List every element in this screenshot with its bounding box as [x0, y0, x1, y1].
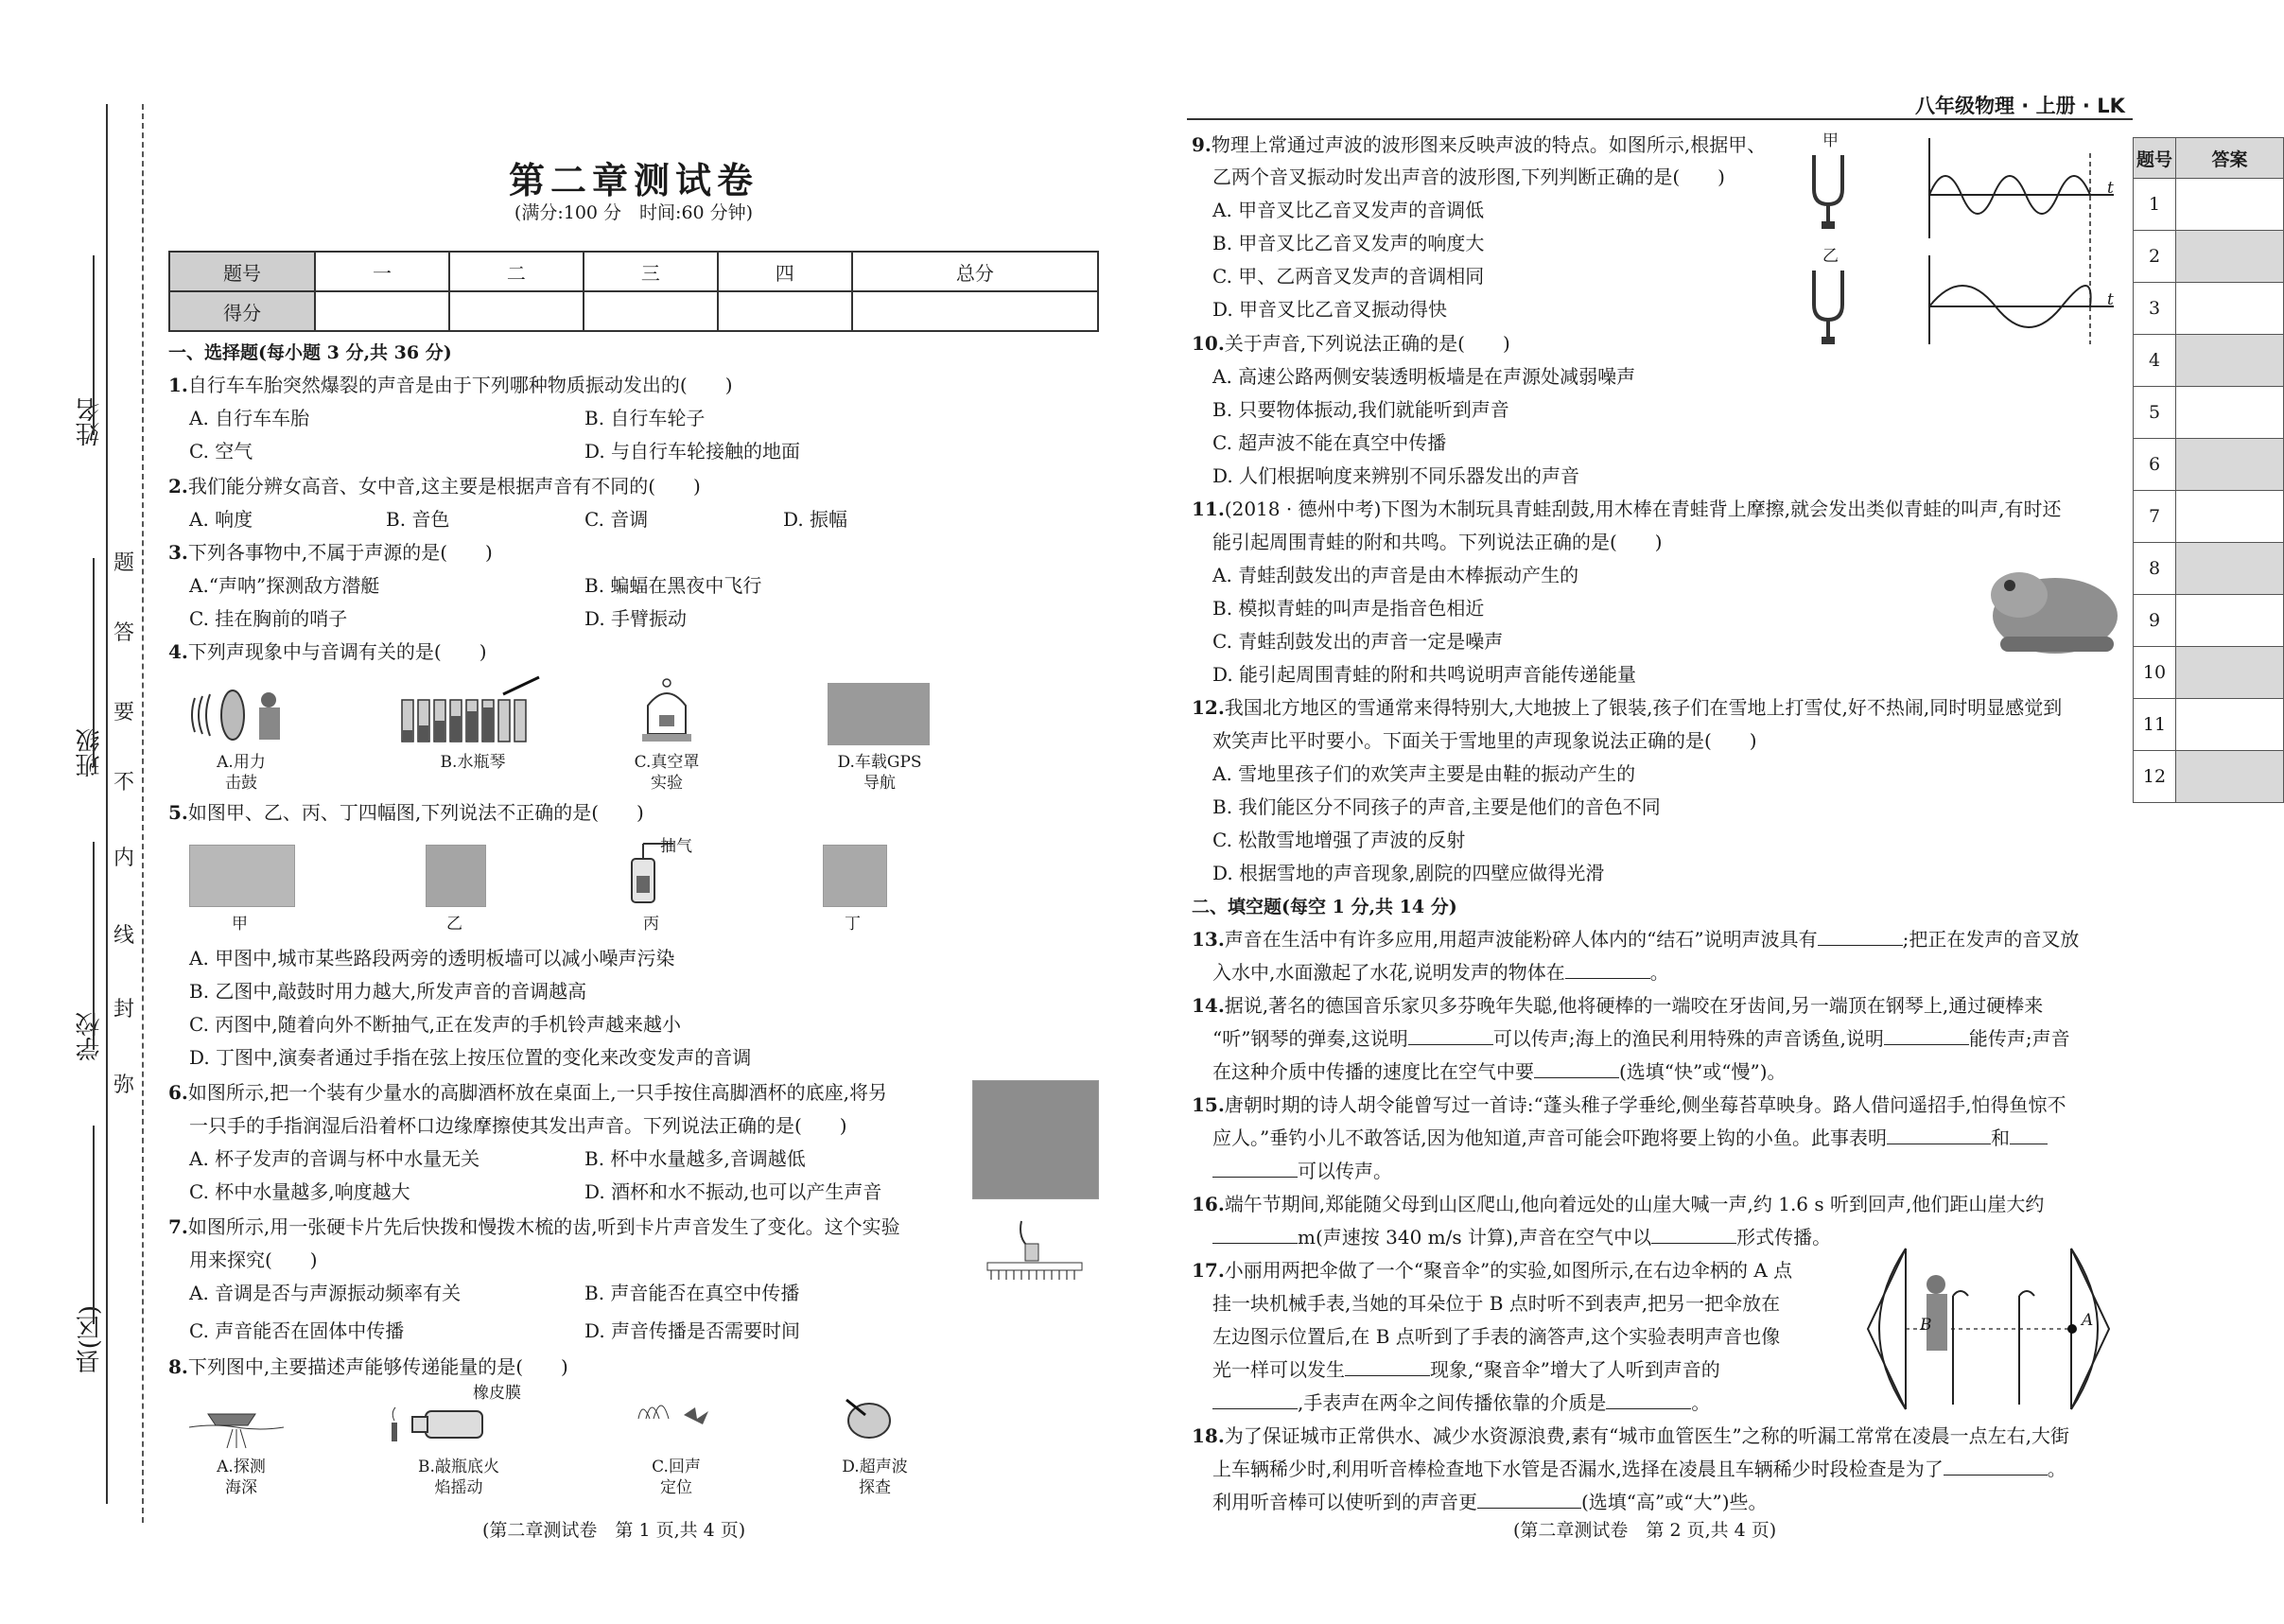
caption-line: A.探测: [217, 1458, 266, 1476]
question-9: [1192, 129, 1766, 161]
answer-blank[interactable]: [1884, 1025, 1969, 1045]
question-number: 2.: [168, 475, 188, 498]
option-b[interactable]: B. 自行车轮子: [584, 407, 706, 429]
figure-caption: 丁: [845, 915, 861, 934]
question-number: 17.: [1192, 1259, 1225, 1282]
seal-char: 答: [113, 621, 135, 645]
ultrasound-figure: [837, 1390, 903, 1447]
fork-label-jia: 甲: [1822, 131, 1839, 150]
question-number: 6.: [168, 1081, 188, 1104]
question-8: [168, 1351, 568, 1383]
score-cell[interactable]: [449, 291, 584, 331]
question-5: [168, 796, 644, 829]
answer-cell[interactable]: [2176, 387, 2284, 439]
question-text: ,手表声在两伞之间传播依靠的介质是: [1298, 1391, 1607, 1414]
answer-row-number: 5: [2134, 387, 2176, 439]
question-text-line: [1212, 1056, 1787, 1088]
figure-caption: [426, 752, 520, 773]
answer-blank[interactable]: [1534, 1058, 1619, 1078]
school-field[interactable]: [93, 842, 95, 1050]
option-b[interactable]: B. 声音能否在真空中传播: [584, 1282, 800, 1304]
question-text: 上车辆稀少时,利用听音棒检查地下水管是否漏水,选择在凌晨且车辆稀少时段检查是为了: [1212, 1458, 1944, 1480]
answer-cell[interactable]: [2176, 231, 2284, 283]
question-text: 应人。”垂钓小儿不敢答话,因为他知道,声音可能会吓跑将要上钩的小鱼。此事表明: [1212, 1126, 1887, 1149]
score-row-label: 得分: [169, 291, 315, 331]
option-b[interactable]: B. 音色: [386, 508, 450, 531]
option-d[interactable]: D. 人们根据响度来辨别不同乐器发出的声音: [1212, 464, 1580, 487]
page-footer: (第二章测试卷 第 1 页,共 4 页): [482, 1520, 746, 1541]
score-cell[interactable]: [584, 291, 718, 331]
option-a[interactable]: A. 甲图中,城市某些路段两旁的透明板墙可以减小噪声污染: [189, 947, 675, 969]
answer-blank[interactable]: [1212, 1389, 1298, 1409]
drum-figure: [187, 679, 301, 745]
figure-caption: [199, 752, 284, 794]
question-text-line: 挂一块机械手表,当她的耳朵位于 B 点时听不到表声,把另一把伞放在: [1212, 1292, 1781, 1315]
question-number: 16.: [1192, 1193, 1225, 1215]
answer-blank[interactable]: [1944, 1456, 2048, 1476]
score-table-header: 二: [449, 252, 584, 291]
answer-row-number: 2: [2134, 231, 2176, 283]
page-title: 第二章测试卷: [508, 159, 758, 201]
option-c[interactable]: C. 甲、乙两音叉发声的音调相同: [1212, 265, 1485, 288]
question-stem: 如图所示,把一个装有少量水的高脚酒杯放在桌面上,一只手按住高脚酒杯的底座,将另: [187, 1081, 887, 1104]
question-stem-line: 欢笑声比平时要小。下面关于雪地里的声现象说法正确的是( ): [1212, 729, 1757, 752]
answer-blank[interactable]: [1212, 1224, 1298, 1244]
question-stem: 我们能分辨女高音、女中音,这主要是根据声音有不同的( ): [187, 475, 701, 498]
question-text: ;把正在发声的音叉放: [1902, 928, 2080, 951]
question-4: [168, 636, 487, 668]
question-number: 8.: [168, 1355, 188, 1378]
question-text: 。: [1649, 961, 1669, 984]
answer-blank[interactable]: [1212, 1158, 1298, 1178]
question-12: [1192, 691, 2062, 724]
question-stem-line: 用来探究( ): [189, 1249, 318, 1271]
question-text: 在这种介质中传播的速度比在空气中要: [1212, 1060, 1534, 1083]
answer-cell[interactable]: [2176, 491, 2284, 543]
question-number: 7.: [168, 1215, 188, 1238]
question-text: 端午节期间,郑能随父母到山区爬山,他向着远处的山崖大喊一声,约 1.6 s 听到回声,他们距山崖大约: [1224, 1193, 2045, 1215]
option-b[interactable]: B. 乙图中,敲鼓时用力越大,所发声音的音调越高: [189, 980, 587, 1003]
option-b[interactable]: B. 杯中水量越多,音调越低: [584, 1147, 806, 1170]
car-gps-photo: [828, 683, 930, 745]
question-1: [168, 369, 733, 401]
question-text-line: [1212, 1353, 1720, 1386]
question-number: 1.: [168, 374, 188, 396]
option-d[interactable]: D. 与自行车轮接触的地面: [584, 440, 801, 463]
binding-line-outer: [106, 104, 108, 1504]
answer-cell[interactable]: [2176, 439, 2284, 491]
question-text: “听”钢琴的弹奏,这说明: [1212, 1027, 1408, 1050]
answer-cell[interactable]: [2176, 179, 2284, 231]
question-11: [1192, 493, 2061, 525]
seal-char: 不: [113, 771, 135, 795]
question-text-line: [1212, 1221, 1831, 1253]
answer-table-header: 答案: [2176, 138, 2284, 179]
question-stem: 下列各事物中,不属于声源的是( ): [187, 541, 493, 564]
option-d[interactable]: D. 丁图中,演奏者通过手指在弦上按压位置的变化来改变发声的音调: [189, 1046, 752, 1069]
page-subtitle: (满分:100 分 时间:60 分钟): [514, 202, 754, 223]
question-stem-line: 乙两个音叉振动时发出声音的波形图,下列判断正确的是( ): [1212, 166, 1725, 188]
page-1: [161, 0, 1107, 1624]
figure-caption: [828, 1457, 922, 1498]
caption-line: 实验: [651, 774, 683, 793]
question-text: m(声速按 340 m/s 计算),声音在空气中以: [1298, 1226, 1652, 1249]
option-d[interactable]: D. 手臂振动: [584, 607, 688, 630]
question-text: 和: [1990, 1126, 2010, 1149]
option-a[interactable]: A. 甲音叉比乙音叉发声的音调低: [1212, 199, 1485, 221]
tuning-fork-icon: [1805, 267, 1852, 347]
option-a[interactable]: A. 杯子发声的音调与杯中水量无关: [189, 1147, 480, 1170]
question-10: [1192, 327, 1510, 359]
highway-barrier-photo: [189, 845, 295, 907]
binding-line-dashed: [142, 104, 144, 1523]
question-text: 小丽用两把伞做了一个“聚音伞”的实验,如图所示,在右边伞柄的 A 点: [1224, 1259, 1793, 1282]
option-c[interactable]: C. 挂在胸前的哨子: [189, 607, 348, 630]
pump-label: 抽气: [660, 837, 692, 856]
figure-caption: [624, 752, 709, 794]
question-number: 3.: [168, 541, 188, 564]
option-a[interactable]: A. 自行车车胎: [189, 407, 310, 429]
option-b[interactable]: B. 只要物体振动,我们就能听到声音: [1212, 398, 1509, 421]
question-text-line: [1212, 1155, 1392, 1187]
question-text-line: [1212, 1453, 2066, 1485]
answer-cell[interactable]: [2176, 283, 2284, 335]
fork-label-yi: 乙: [1822, 247, 1839, 266]
wooden-frog-photo: [1981, 553, 2123, 662]
figure-caption: 甲: [232, 915, 248, 934]
violin-photo: [823, 845, 887, 907]
seal-char: 题: [113, 551, 135, 575]
answer-blank[interactable]: [1477, 1489, 1581, 1509]
point-a-label: A: [2082, 1311, 2094, 1330]
question-13: [1192, 923, 2079, 955]
axis-t-label: t: [2107, 179, 2114, 198]
score-table-header: 总分: [852, 252, 1098, 291]
section-heading: 一、选择题(每小题 3 分,共 36 分): [168, 342, 452, 363]
option-c[interactable]: C. 空气: [189, 440, 253, 463]
answer-blank[interactable]: [1651, 1224, 1736, 1244]
answer-cell[interactable]: [2176, 751, 2284, 803]
answer-cell[interactable]: [2176, 335, 2284, 387]
answer-cell[interactable]: [2176, 543, 2284, 595]
bat-echo-figure: [629, 1390, 714, 1447]
answer-row-number: 4: [2134, 335, 2176, 387]
question-number: 4.: [168, 640, 188, 663]
option-b[interactable]: B. 蝙蝠在黑夜中飞行: [584, 574, 762, 597]
option-b[interactable]: B. 模拟青蛙的叫声是指音色相近: [1212, 597, 1485, 620]
figure-caption: [199, 1457, 284, 1498]
question-text: 唐朝时期的诗人胡令能曾写过一首诗:“蓬头稚子学垂纶,侧坐莓苔草映身。路人借问遥招手,怕得鱼惊不: [1224, 1093, 2066, 1116]
water-bottles-figure: [397, 673, 549, 747]
figure-caption: [634, 1457, 719, 1498]
question-number: 14.: [1192, 994, 1225, 1017]
score-cell[interactable]: [852, 291, 1098, 331]
membrane-label: 橡皮膜: [473, 1384, 521, 1403]
question-number: 13.: [1192, 928, 1225, 951]
answer-row-number: 10: [2134, 647, 2176, 699]
answer-cell[interactable]: [2176, 595, 2284, 647]
option-a[interactable]: A.“声呐”探测敌方潜艇: [189, 574, 380, 597]
caption-line: B.敲瓶底火: [418, 1458, 499, 1476]
figure-caption: 乙: [446, 915, 462, 934]
caption-line: 探查: [859, 1478, 891, 1497]
question-text: 形式传播。: [1736, 1226, 1832, 1249]
caption-line: A.用力: [217, 753, 266, 772]
caption-line: 导航: [863, 774, 896, 793]
drum-photo: [426, 845, 486, 907]
caption-line: D.车载GPS: [837, 753, 922, 772]
option-a[interactable]: A. 音调是否与声源振动频率有关: [189, 1282, 462, 1304]
question-text-line: [1212, 1486, 1768, 1518]
question-text-line: [1212, 1122, 2048, 1154]
answer-row-number: 7: [2134, 491, 2176, 543]
tuning-fork-icon: [1805, 151, 1852, 232]
answer-cell[interactable]: [2176, 647, 2284, 699]
score-table-header: 四: [718, 252, 852, 291]
option-c[interactable]: C. 杯中水量越多,响度越大: [189, 1180, 410, 1203]
question-number: 5.: [168, 801, 188, 824]
caption-line: C.回声: [652, 1458, 701, 1476]
ship-sonar-figure: [189, 1395, 284, 1452]
seal-char: 弥: [113, 1074, 135, 1097]
question-number: 18.: [1192, 1424, 1225, 1447]
question-text: 光一样可以发生: [1212, 1358, 1345, 1381]
question-stem: 自行车车胎突然爆裂的声音是由于下列哪种物质振动发出的( ): [187, 374, 733, 396]
seal-char: 线: [113, 924, 135, 948]
question-number: 9.: [1192, 133, 1212, 156]
question-text: 能传声;声音: [1968, 1027, 2070, 1050]
answer-row-number: 12: [2134, 751, 2176, 803]
option-d[interactable]: D. 酒杯和水不振动,也可以产生声音: [584, 1180, 882, 1203]
comb-card-figure: [984, 1215, 1088, 1282]
answer-blank[interactable]: [1408, 1025, 1493, 1045]
score-table-header: 题号: [169, 252, 315, 291]
question-stem: 关于声音,下列说法正确的是( ): [1224, 332, 1510, 355]
question-14: [1192, 989, 2043, 1022]
score-cell[interactable]: [718, 291, 852, 331]
question-text: 现象,“聚音伞”增大了人听到声音的: [1430, 1358, 1720, 1381]
option-a[interactable]: A. 响度: [189, 508, 253, 531]
caption-line: 海深: [225, 1478, 257, 1497]
option-d[interactable]: D. 能引起周围青蛙的附和共鸣说明声音能传递能量: [1212, 663, 1637, 686]
figure-caption: [823, 752, 936, 794]
answer-blank[interactable]: [1606, 1389, 1691, 1409]
figure-caption: [397, 1457, 520, 1498]
caption-line: 击鼓: [225, 774, 257, 793]
score-table-header: 一: [315, 252, 449, 291]
question-stem: 物理上常通过声波的波形图来反映声波的特点。如图所示,根据甲、: [1211, 133, 1767, 156]
answer-row-number: 11: [2134, 699, 2176, 751]
option-a[interactable]: A. 青蛙刮鼓发出的声音是由木棒振动产生的: [1212, 564, 1579, 586]
question-text-line: 左边图示位置后,在 B 点听到了手表的滴答声,这个实验表明声音也像: [1212, 1325, 1781, 1348]
option-c[interactable]: C. 青蛙刮鼓发出的声音一定是噪声: [1212, 630, 1504, 653]
question-6: [168, 1076, 887, 1109]
option-a[interactable]: A. 雪地里孩子们的欢笑声主要是由鞋的振动产生的: [1212, 762, 1636, 785]
question-number: 12.: [1192, 696, 1225, 719]
option-d[interactable]: D. 声音传播是否需要时间: [584, 1319, 801, 1342]
question-17: [1192, 1254, 1792, 1286]
caption-line: C.真空罩: [634, 753, 700, 772]
county-label: 县(区): [76, 1305, 104, 1374]
question-18: [1192, 1420, 2069, 1452]
question-text: 可以传声。: [1298, 1160, 1392, 1182]
wine-glass-photo: [972, 1080, 1099, 1199]
answer-table: [2133, 137, 2284, 803]
page-footer: (第二章测试卷 第 2 页,共 4 页): [1513, 1520, 1777, 1541]
score-table: [168, 251, 1099, 332]
question-text: 声音在生活中有许多应用,用超声波能粉碎人体内的“结石”说明声波具有: [1224, 928, 1818, 951]
question-7: [168, 1211, 900, 1243]
seal-char: 要: [113, 701, 135, 725]
question-text-line: [1212, 1022, 2070, 1055]
answer-row-number: 3: [2134, 283, 2176, 335]
axis-t-label: t: [2107, 290, 2114, 309]
question-stem: 下列声现象中与音调有关的是( ): [187, 640, 487, 663]
running-head: 八年级物理 · 上册 · LK: [1915, 95, 2125, 117]
question-number: 10.: [1192, 332, 1225, 355]
question-text: (选填“高”或“大”)些。: [1581, 1491, 1768, 1513]
option-c[interactable]: C. 松散雪地增强了声波的反射: [1212, 829, 1466, 851]
county-field[interactable]: [93, 1126, 95, 1324]
question-stem-line: 能引起周围青蛙的附和共鸣。下列说法正确的是( ): [1212, 531, 1663, 553]
option-b[interactable]: B. 甲音叉比乙音叉发声的响度大: [1212, 232, 1485, 254]
option-d[interactable]: D. 根据雪地的声音现象,剧院的四壁应做得光滑: [1212, 862, 1605, 884]
answer-blank[interactable]: [1887, 1125, 1991, 1144]
answer-cell[interactable]: [2176, 699, 2284, 751]
question-text: 入水中,水面激起了水花,说明发声的物体在: [1212, 961, 1565, 984]
question-stem: 我国北方地区的雪通常来得特别大,大地披上了银装,孩子们在雪地上打雪仗,好不热闹,同时明显感觉到: [1224, 696, 2063, 719]
question-16: [1192, 1188, 2044, 1220]
vacuum-bell-figure: [638, 677, 695, 747]
school-label: 学校: [76, 1012, 104, 1061]
answer-row-number: 9: [2134, 595, 2176, 647]
question-text: (选填“快”或“慢”)。: [1619, 1060, 1787, 1083]
section-heading: 二、填空题(每空 1 分,共 14 分): [1192, 897, 1457, 917]
class-field[interactable]: [93, 558, 95, 766]
name-label: 姓名: [76, 397, 104, 446]
point-b-label: B: [1920, 1316, 1932, 1335]
question-text: 可以传声;海上的渔民利用特殊的声音诱鱼,说明: [1492, 1027, 1884, 1050]
score-table-header: 三: [584, 252, 718, 291]
caption-line: D.超声波: [842, 1458, 908, 1476]
question-number: 15.: [1192, 1093, 1225, 1116]
answer-row-number: 6: [2134, 439, 2176, 491]
question-text: 为了保证城市正常供水、减少水资源浪费,素有“城市血管医生”之称的听漏工常常在凌晨一点左右,大街: [1224, 1424, 2069, 1447]
class-label: 班级: [76, 728, 104, 777]
caption-line: B.水瓶琴: [440, 753, 506, 772]
waveform-graphs: [1920, 134, 2123, 347]
caption-line: 定位: [660, 1478, 692, 1497]
seal-char: 封: [113, 998, 135, 1022]
score-cell[interactable]: [315, 291, 449, 331]
question-3: [168, 536, 493, 568]
question-15: [1192, 1089, 2066, 1121]
question-stem: 如图甲、乙、丙、丁四幅图,下列说法不正确的是( ): [187, 801, 644, 824]
option-d[interactable]: D. 振幅: [783, 508, 848, 531]
question-stem: 如图所示,用一张硬卡片先后快拨和慢拨木梳的齿,听到卡片声音发生了变化。这个实验: [187, 1215, 900, 1238]
question-text-line: [1212, 1387, 1710, 1419]
answer-row-number: 1: [2134, 179, 2176, 231]
question-text: 。: [1691, 1391, 1711, 1414]
option-c[interactable]: C. 声音能否在固体中传播: [189, 1319, 405, 1342]
question-stem-line: 一只手的手指润湿后沿着杯口边缘摩擦使其发出声音。下列说法正确的是( ): [189, 1114, 847, 1137]
question-text: 据说,著名的德国音乐家贝多芬晚年失聪,他将硬棒的一端咬在牙齿间,另一端顶在钢琴上,通过硬棒来: [1224, 994, 2044, 1017]
caption-line: 焰摇动: [434, 1478, 483, 1497]
question-text: 。: [2047, 1458, 2066, 1480]
question-stem: 下列图中,主要描述声能够传递能量的是( ): [187, 1355, 568, 1378]
option-c[interactable]: C. 超声波不能在真空中传播: [1212, 431, 1447, 454]
question-text: 利用听音棒可以使听到的声音更: [1212, 1491, 1477, 1513]
bottle-candle-figure: [388, 1398, 511, 1445]
answer-table-header: 题号: [2134, 138, 2176, 179]
question-stem: (2018 · 德州中考)下图为木制玩具青蛙刮鼓,用木棒在青蛙背上摩擦,就会发出类似青蛙的叫声,有时还: [1224, 498, 2062, 520]
figure-caption: 丙: [643, 915, 659, 934]
answer-blank[interactable]: [2010, 1125, 2048, 1144]
seal-char: 内: [113, 847, 135, 870]
question-text-line: [1212, 956, 1669, 988]
answer-blank[interactable]: [1345, 1356, 1430, 1376]
answer-blank[interactable]: [1818, 926, 1903, 946]
option-d[interactable]: D. 甲音叉比乙音叉振动得快: [1212, 298, 1448, 321]
option-b[interactable]: B. 我们能区分不同孩子的声音,主要是他们的音色不同: [1212, 795, 1661, 818]
question-2: [168, 470, 701, 502]
page-2: [1187, 0, 2133, 1624]
name-field[interactable]: [93, 255, 95, 435]
answer-row-number: 8: [2134, 543, 2176, 595]
question-number: 11.: [1192, 498, 1225, 520]
option-c[interactable]: C. 音调: [584, 508, 649, 531]
answer-blank[interactable]: [1565, 959, 1650, 979]
option-a[interactable]: A. 高速公路两侧安装透明板墙是在声源处减弱噪声: [1212, 365, 1636, 388]
option-c[interactable]: C. 丙图中,随着向外不断抽气,正在发声的手机铃声越来越小: [189, 1013, 682, 1036]
